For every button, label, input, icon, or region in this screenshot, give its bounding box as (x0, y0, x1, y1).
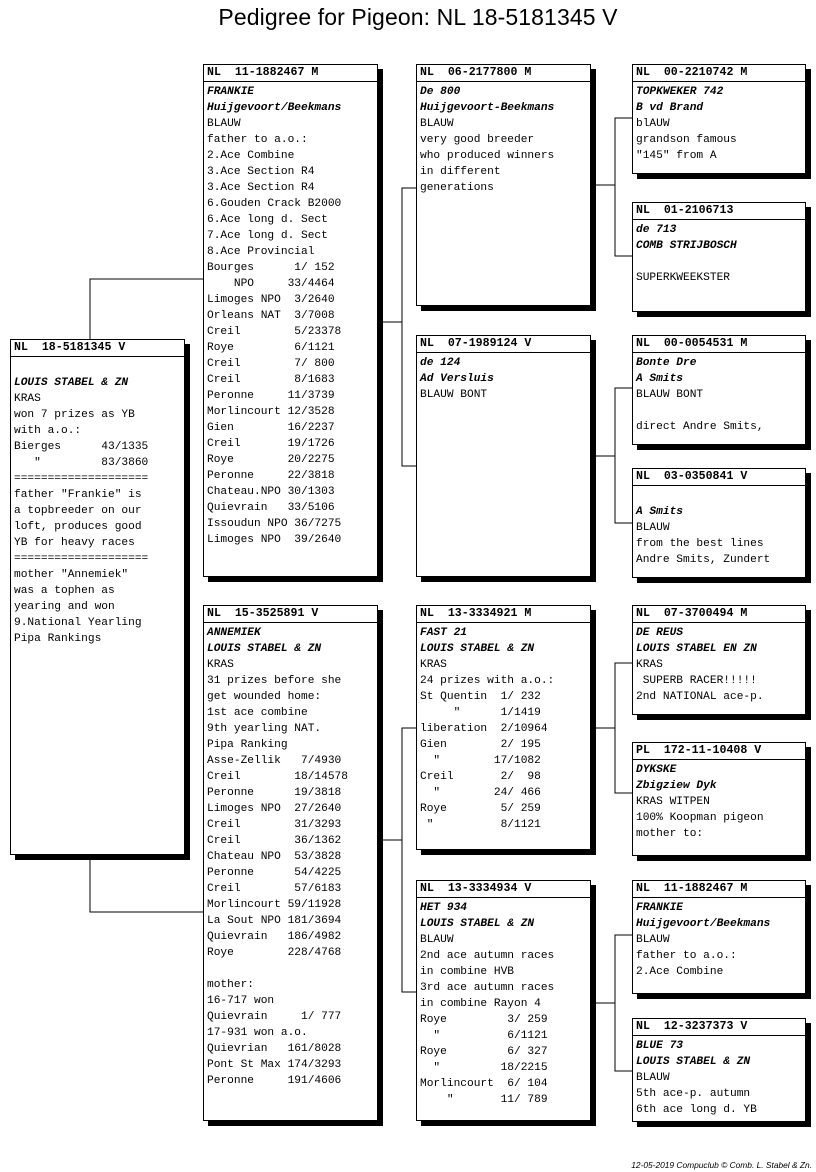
card-line: Quievrain 186/4982 (207, 931, 342, 943)
card-line: 6.Ace long d. Sect (207, 214, 328, 226)
sire-sire-card (416, 64, 591, 306)
card-line: LOUIS STABEL EN ZN (636, 643, 757, 655)
card-line: yearing and won (14, 601, 115, 613)
card-body (417, 353, 590, 403)
card-line: Chateau NPO 53/3828 (207, 851, 342, 863)
card-line: " 17/1082 (420, 755, 541, 767)
dsd-card (632, 742, 806, 856)
card-line: A Smits (636, 373, 683, 385)
card-line: Peronne 191/4606 (207, 1075, 342, 1087)
card-line: " 11/ 789 (420, 1094, 548, 1106)
card-line: COMB STRIJBOSCH (636, 240, 737, 252)
card-line: in combine Rayon 4 (420, 998, 541, 1010)
card-line: KRAS (207, 659, 234, 671)
card-line: B vd Brand (636, 102, 704, 114)
card-line: BLAUW BONT (636, 389, 704, 401)
card-line: 2.Ace Combine (636, 966, 724, 978)
card-line: Pipa Rankings (14, 633, 102, 645)
card-body (417, 623, 590, 833)
card-line: Quievrain 1/ 777 (207, 1011, 342, 1023)
ring-number: NL 13-3334934 V (417, 881, 590, 898)
sss-card (632, 64, 806, 174)
card-line: 17-931 won a.o. (207, 1027, 308, 1039)
card-line: Asse-Zellik 7/4930 (207, 755, 342, 767)
card-line: Limoges NPO 3/2640 (207, 294, 335, 306)
ring-number: PL 172-11-10408 V (633, 743, 805, 760)
card-body (417, 82, 590, 196)
card-line: Creil 2/ 98 (420, 771, 541, 783)
card-body (204, 82, 377, 548)
card-line: Pipa Ranking (207, 739, 288, 751)
card-line: mother "Annemiek" (14, 569, 129, 581)
card-body (633, 486, 805, 568)
card-line: 2nd ace autumn races (420, 950, 555, 962)
card-line: 1st ace combine (207, 707, 308, 719)
card-line: FRANKIE (636, 902, 683, 914)
card-line: " 83/3860 (14, 457, 149, 469)
card-line: 3.Ace Section R4 (207, 182, 315, 194)
card-line: 31 prizes before she (207, 675, 342, 687)
card-line: get wounded home: (207, 691, 322, 703)
card-line: Creil 31/3293 (207, 819, 342, 831)
card-line: Huijgevoort/Beekmans (636, 918, 771, 930)
card-line: LOUIS STABEL & ZN (207, 643, 322, 655)
card-line: BLUE 73 (636, 1040, 683, 1052)
card-line: Pont St Max 174/3293 (207, 1059, 342, 1071)
card-line: father "Frankie" is (14, 489, 142, 501)
card-line: Bourges 1/ 152 (207, 262, 335, 274)
card-line: BLAUW (636, 522, 670, 534)
ring-number: NL 11-1882467 M (633, 881, 805, 898)
sire-dam-card (416, 335, 591, 577)
card-line: 24 prizes with a.o.: (420, 675, 555, 687)
card-line: " 18/2215 (420, 1062, 548, 1074)
card-line: Quievrain 33/5106 (207, 502, 335, 514)
card-line: " 8/1121 (420, 819, 541, 831)
footer-credit: 12-05-2019 Compuclub © Comb. L. Stabel & Zn. (631, 1160, 812, 1170)
card-line (636, 488, 802, 504)
card-body (633, 623, 805, 705)
card-line: KRAS (420, 659, 447, 671)
ring-number: NL 13-3334921 M (417, 606, 590, 623)
card-line: YB for heavy races (14, 537, 135, 549)
card-line: HET 934 (420, 902, 467, 914)
card-line: 2nd NATIONAL ace-p. (636, 691, 764, 703)
card-line: 8.Ace Provincial (207, 246, 315, 258)
ring-number: NL 03-0350841 V (633, 469, 805, 486)
card-body (204, 623, 377, 1089)
subject-card (10, 339, 185, 855)
card-line: a topbreeder on our (14, 505, 142, 517)
dam-sire-card (416, 605, 591, 850)
card-body (417, 898, 590, 1108)
page-title: Pedigree for Pigeon: NL 18-5181345 V (218, 4, 618, 30)
sds-card (632, 335, 806, 445)
card-line: Peronne 54/4225 (207, 867, 342, 879)
card-line: 3.Ace Section R4 (207, 166, 315, 178)
card-line: ==================== (14, 553, 149, 565)
sire-card (203, 64, 378, 577)
card-line: Issoudun NPO 36/7275 (207, 518, 342, 530)
card-line: generations (420, 182, 494, 194)
card-line: ==================== (14, 473, 149, 485)
card-line: Limoges NPO 39/2640 (207, 534, 342, 546)
ddd-card (632, 1018, 806, 1122)
card-line: BLAUW BONT (420, 389, 488, 401)
card-line: 7.Ace long d. Sect (207, 230, 328, 242)
card-line: BLAUW (420, 934, 454, 946)
card-line: Gien 2/ 195 (420, 739, 541, 751)
ssd-card (632, 202, 806, 312)
card-line: St Quentin 1/ 232 (420, 691, 541, 703)
card-line (636, 403, 802, 419)
card-line: very good breeder (420, 134, 535, 146)
card-line: 6th ace long d. YB (636, 1104, 757, 1116)
card-line: Creil 19/1726 (207, 438, 335, 450)
card-line: De 800 (420, 86, 461, 98)
card-line: Ad Versluis (420, 373, 494, 385)
card-line: Morlincourt 12/3528 (207, 406, 335, 418)
card-line: Gien 16/2237 (207, 422, 335, 434)
card-line: Orleans NAT 3/7008 (207, 310, 335, 322)
card-line: Bierges 43/1335 (14, 441, 149, 453)
card-line: ANNEMIEK (207, 627, 261, 639)
card-line: Roye 6/1121 (207, 342, 335, 354)
card-line: DYKSKE (636, 764, 677, 776)
card-line: Creil 7/ 800 (207, 358, 335, 370)
card-line: Creil 57/6183 (207, 883, 342, 895)
card-line: Peronne 22/3818 (207, 470, 335, 482)
card-line: Roye 5/ 259 (420, 803, 541, 815)
card-line: 9th yearling NAT. (207, 723, 322, 735)
card-line: SUPERB RACER!!!!! (636, 675, 757, 687)
card-line: Roye 20/2275 (207, 454, 335, 466)
card-line: liberation 2/10964 (420, 723, 548, 735)
ring-number: NL 06-2177800 M (417, 65, 590, 82)
card-line: BLAUW (207, 118, 241, 130)
card-line: Creil 5/23378 (207, 326, 342, 338)
ring-number: NL 07-3700494 M (633, 606, 805, 623)
card-line: BLAUW (420, 118, 454, 130)
card-line: LOUIS STABEL & ZN (14, 377, 129, 389)
card-line: La Sout NPO 181/3694 (207, 915, 342, 927)
dam-card (203, 605, 378, 1121)
ring-number: NL 00-2210742 M (633, 65, 805, 82)
card-line: Quievrian 161/8028 (207, 1043, 342, 1055)
ring-number: NL 00-0054531 M (633, 336, 805, 353)
card-line: DE REUS (636, 627, 683, 639)
ring-number: NL 07-1989124 V (417, 336, 590, 353)
ring-number: NL 15-3525891 V (204, 606, 377, 623)
card-line: 9.National Yearling (14, 617, 142, 629)
card-line: KRAS WITPEN (636, 796, 710, 808)
card-line: NPO 33/4464 (207, 278, 335, 290)
card-line: mother: (207, 979, 254, 991)
card-line: 2.Ace Combine (207, 150, 295, 162)
card-line: in different (420, 166, 501, 178)
card-line: FRANKIE (207, 86, 254, 98)
card-line: father to a.o.: (207, 134, 308, 146)
card-line (636, 254, 802, 270)
card-line: Creil 8/1683 (207, 374, 335, 386)
card-line: BLAUW (636, 1072, 670, 1084)
card-line: 100% Koopman pigeon (636, 812, 764, 824)
card-line: " 6/1121 (420, 1030, 548, 1042)
card-line: 16-717 won (207, 995, 275, 1007)
card-body (633, 760, 805, 842)
card-line: in combine HVB (420, 966, 514, 978)
card-line: Zbigziew Dyk (636, 780, 717, 792)
card-line: Huijgevoort-Beekmans (420, 102, 555, 114)
card-line: direct Andre Smits, (636, 421, 764, 433)
ring-number: NL 12-3237373 V (633, 1019, 805, 1036)
card-line: Roye 228/4768 (207, 947, 342, 959)
card-line: KRAS (636, 659, 663, 671)
dam-dam-card (416, 880, 591, 1121)
card-line: loft, produces good (14, 521, 142, 533)
card-line: LOUIS STABEL & ZN (636, 1056, 751, 1068)
card-line: Roye 3/ 259 (420, 1014, 548, 1026)
card-line: SUPERKWEEKSTER (636, 272, 730, 284)
card-line: Peronne 11/3739 (207, 390, 335, 402)
card-line: BLAUW (636, 934, 670, 946)
card-body (633, 82, 805, 164)
card-line: A Smits (636, 506, 683, 518)
card-body (633, 353, 805, 435)
dss-card (632, 605, 806, 715)
card-line: who produced winners (420, 150, 555, 162)
card-line: "145" from A (636, 150, 717, 162)
card-line: Andre Smits, Zundert (636, 554, 771, 566)
card-line: with a.o.: (14, 425, 82, 437)
ring-number: NL 11-1882467 M (204, 65, 377, 82)
card-line: " 24/ 466 (420, 787, 541, 799)
card-line: mother to: (636, 828, 704, 840)
sdd-card (632, 468, 806, 578)
card-body (633, 898, 805, 980)
card-line: won 7 prizes as YB (14, 409, 135, 421)
card-line: 5th ace-p. autumn (636, 1088, 751, 1100)
card-line: KRAS (14, 393, 41, 405)
card-line: Morlincourt 6/ 104 (420, 1078, 548, 1090)
card-body (633, 1036, 805, 1118)
card-line (14, 359, 181, 375)
card-body (11, 357, 184, 647)
card-line: de 713 (636, 224, 677, 236)
card-line: Huijgevoort/Beekmans (207, 102, 342, 114)
card-line: de 124 (420, 357, 461, 369)
card-line: TOPKWEKER 742 (636, 86, 724, 98)
ring-number: NL 18-5181345 V (11, 340, 184, 357)
card-line: LOUIS STABEL & ZN (420, 643, 535, 655)
card-line: grandson famous (636, 134, 737, 146)
ring-number: NL 01-2106713 (633, 203, 805, 220)
card-line: blAUW (636, 118, 670, 130)
card-line: from the best lines (636, 538, 764, 550)
card-line: Chateau.NPO 30/1303 (207, 486, 335, 498)
card-line: Peronne 19/3818 (207, 787, 342, 799)
card-body (633, 220, 805, 286)
card-line: Bonte Dre (636, 357, 697, 369)
card-line: father to a.o.: (636, 950, 737, 962)
card-line: " 1/1419 (420, 707, 541, 719)
dds-card (632, 880, 806, 994)
card-line: was a tophen as (14, 585, 115, 597)
card-line: FAST 21 (420, 627, 467, 639)
card-line: Roye 6/ 327 (420, 1046, 548, 1058)
card-line: Creil 18/14578 (207, 771, 348, 783)
card-line: Creil 36/1362 (207, 835, 342, 847)
card-line: 3rd ace autumn races (420, 982, 555, 994)
card-line: LOUIS STABEL & ZN (420, 918, 535, 930)
card-line: Limoges NPO 27/2640 (207, 803, 342, 815)
card-line: Morlincourt 59/11928 (207, 899, 342, 911)
card-line: 6.Gouden Crack B2000 (207, 198, 342, 210)
card-line (207, 961, 374, 977)
